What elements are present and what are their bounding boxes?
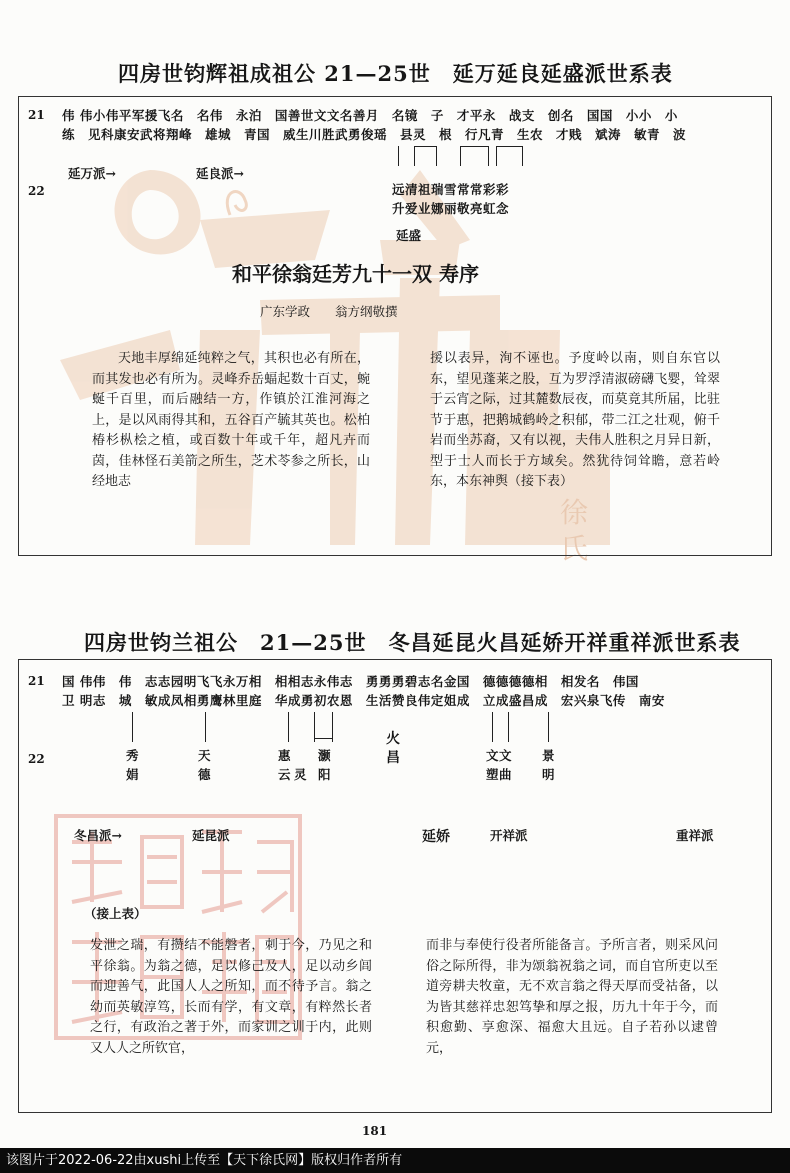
generation-21-label: 21: [28, 108, 45, 122]
branch-kaixiang: 开祥派: [490, 828, 528, 843]
branch-yansheng: 延盛: [396, 228, 422, 243]
generation-21-label-2: 21: [28, 674, 45, 688]
gen22-item: 景 明: [542, 748, 556, 782]
gen22-item: 灵: [294, 767, 308, 782]
branch-yankun: 延昆派: [192, 828, 230, 843]
essay2-right-paragraph: 而非与奉使行役者所能备言。予所言者，则采风问俗之际所得，非为颂翁祝翁之词，而自官所吏以至道旁耕夫牧童，无不欢言翁之得天厚而受祜备，以为皆其慈祥忠恕笃挚和厚之报，历九十年于今，而积愈勤、享愈深、福愈大且远。自子若孙以逮曾元，: [426, 938, 718, 1056]
section1-gen22-names: 远清祖瑞雪常常彩彩 升爱业娜丽敬亮虹念: [392, 182, 510, 216]
gen22-item: 文文 塑曲: [486, 748, 513, 782]
continued-note: （接上表）: [84, 906, 147, 921]
footer-copyright: 该图片于2022-06-22由xushi上传至【天下徐氏网】版权归作者所有: [0, 1148, 790, 1173]
section2-gen21-names: 国 伟伟 伟 志志园明飞飞永万相 相相志永伟志 勇勇勇碧志名金国 德德德德相 相发名 伟国 卫 明志 城 敏成凤相勇鹰林里庭 华成勇初农恩 生活赞良伟定姐成 立成盛昌成 宏兴泉飞传 南安: [62, 674, 665, 708]
essay-title: 和平徐翁廷芳九十一双 寿序: [232, 262, 479, 286]
page-number: 181: [362, 1124, 388, 1138]
branch-yanliang: 延良派→: [196, 166, 244, 181]
branch-yanwan: 延万派→: [68, 166, 116, 181]
gen22-item: 惠 云: [278, 748, 292, 782]
generation-22-label: 22: [28, 184, 45, 198]
essay-author: 广东学政 翁方纲敬撰: [260, 304, 398, 319]
watermark-text: 徐氏: [560, 496, 589, 565]
branch-dongchang: 冬昌派→: [74, 828, 122, 843]
essay-right-paragraph: 援以表异，洵不诬也。予度岭以南，则自东官以东，望见蓬莱之股，互为罗浮清淑磅礴飞婴，耸翠于云宵之际，过其麓数辰夜，而莫竟其所届，比驻节于惠，把鹅城鹤岭之积郁，带二江之壮观，俯千岩而坐苏裔，又有以视，夫伟人胜积之月异日新，型于士人而长于方域矣。然犹待饲耸瞻，意若岭东，本东神舆（接下表）: [430, 351, 720, 489]
section1-gen21-names: 伟 伟小伟平军援飞名 名伟 永泊 国善世文文名善月 名镜 子 才平永 战支 创名 国国 小小 小 练 见科康安武将翔峰 雄城 青国 威生川胜武勇俊瑶 县灵 根 行凡青 生农 才贱 斌涛 敏青 波: [62, 108, 687, 142]
essay-left-paragraph: 天地丰厚绵延纯粹之气，其积也必有所在，而其发也必有所为。灵峰乔岳蝠起数十百丈，蜿蜒千百里，而后融结一方，作镇於江淮河海之上，是以风雨得其和，五谷百产毓其英也。松柏椿杉枞桧之植，或百数十年或千年，超凡卉而茵，佳林怪石美箭之所生，芝术苓参之所长，山经地志: [92, 351, 370, 489]
gen22-item: 火 昌: [386, 731, 401, 766]
section1-title: 四房世钧辉祖成祖公 21—25世 延万延良延盛派世系表: [118, 61, 673, 86]
gen22-item: 灏 阳: [318, 748, 332, 782]
gen22-item: 秀 娟: [126, 748, 140, 782]
essay2-left-paragraph: 发泄之瑞，有攒结不能磐者，刺于今，乃见之和平徐翁。为翁之德，足以修己及人，足以动乡闾而迎善气，此国人人之所知，而不待予言。翁之幼而英敏淳笃，长而有学，有文章，有粹然长者之行，有政治之著于外，而家训之训于内，此则又人人之所钦官，: [90, 938, 372, 1056]
section2-title: 四房世钧兰祖公 21—25世 冬昌延昆火昌延娇开祥重祥派世系表: [84, 630, 741, 655]
generation-22-label-2: 22: [28, 752, 45, 766]
branch-chongxiang: 重祥派: [676, 828, 714, 843]
branch-yanjiao: 延娇: [422, 829, 450, 845]
gen22-item: 天 德: [198, 748, 212, 782]
